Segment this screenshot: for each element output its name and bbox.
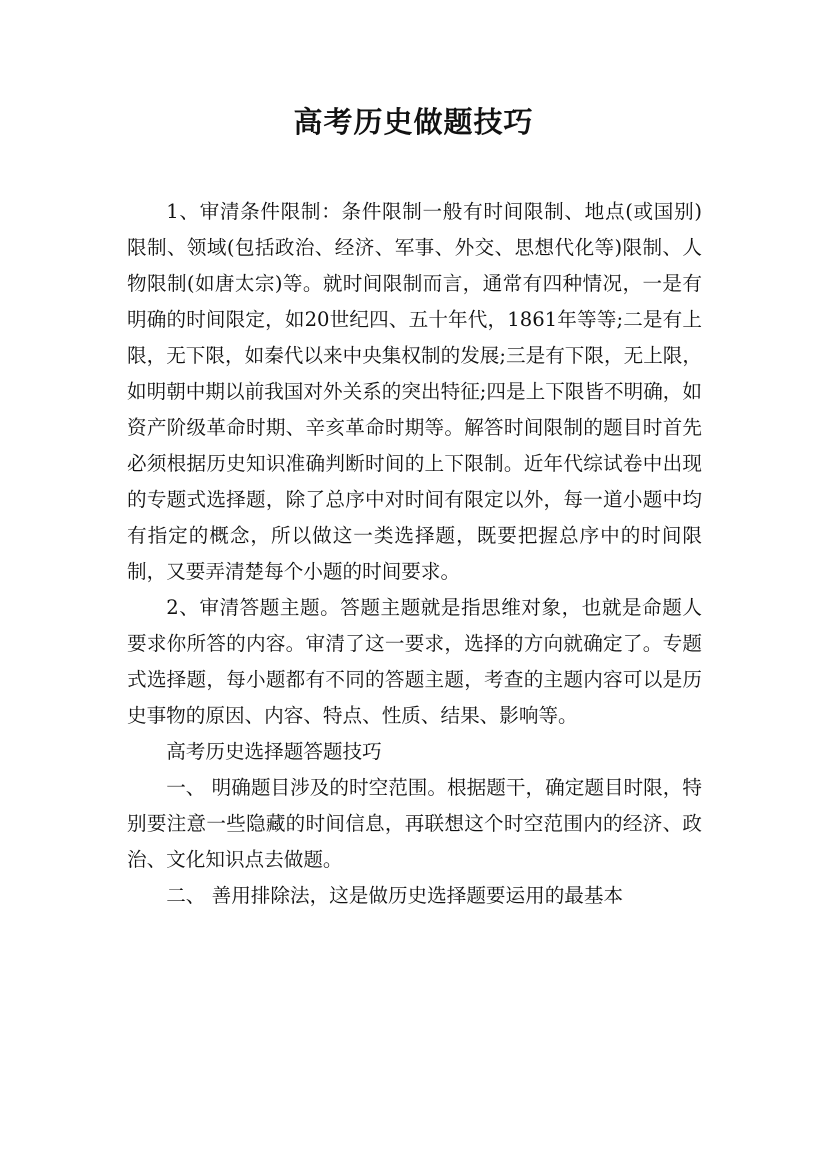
- section-heading-choice-skills: 高考历史选择题答题技巧: [166, 740, 382, 763]
- paragraph-answer-subject: 2、审清答题主题。答题主题就是指思维对象，也就是命题人要求你所答的内容。审清了这一要求，选择的方向就确定了。专题式选择题，每小题都有不同的答题主题，考查的主题内容可以是历史事物的原因、内容、特点、性质、结果、影响等。: [127, 596, 702, 727]
- paragraph-condition-limits: 1、审清条件限制：条件限制一般有时间限制、地点(或国别)限制、领域(包括政治、经济、军事、外交、思想代化等)限制、人物限制(如唐太宗)等。就时间限制而言，通常有四种情况，一是有明确的时间限定，如20世纪四、五十年代，1861年等等;二是有上限，无下限，如秦代以来中央集权制的发展;三是有下限，无上限，如明朝中期以前我国对外关系的突出特征;四是上下限皆不明确，如资产阶级革命时期、辛亥革命时期等。解答时间限制的题目时首先必须根据历史知识准确判断时间的上下限制。近年代综试卷中出现的专题式选择题，除了总序中对时间有限定以外，每一道小题中均有指定的概念，所以做这一类选择题，既要把握总序中的时间限制，又要弄清楚每个小题的时间要求。: [127, 200, 702, 583]
- paragraph-time-space-range: 一、 明确题目涉及的时空范围。根据题干，确定题目时限，特别要注意一些隐藏的时间信息，再联想这个时空范围内的经济、政治、文化知识点去做题。: [127, 776, 702, 871]
- document-body: [127, 194, 702, 914]
- document-title: 高考历史做题技巧: [293, 105, 534, 139]
- paragraph-elimination-method: 二、 善用排除法，这是做历史选择题要运用的最基本: [166, 884, 624, 907]
